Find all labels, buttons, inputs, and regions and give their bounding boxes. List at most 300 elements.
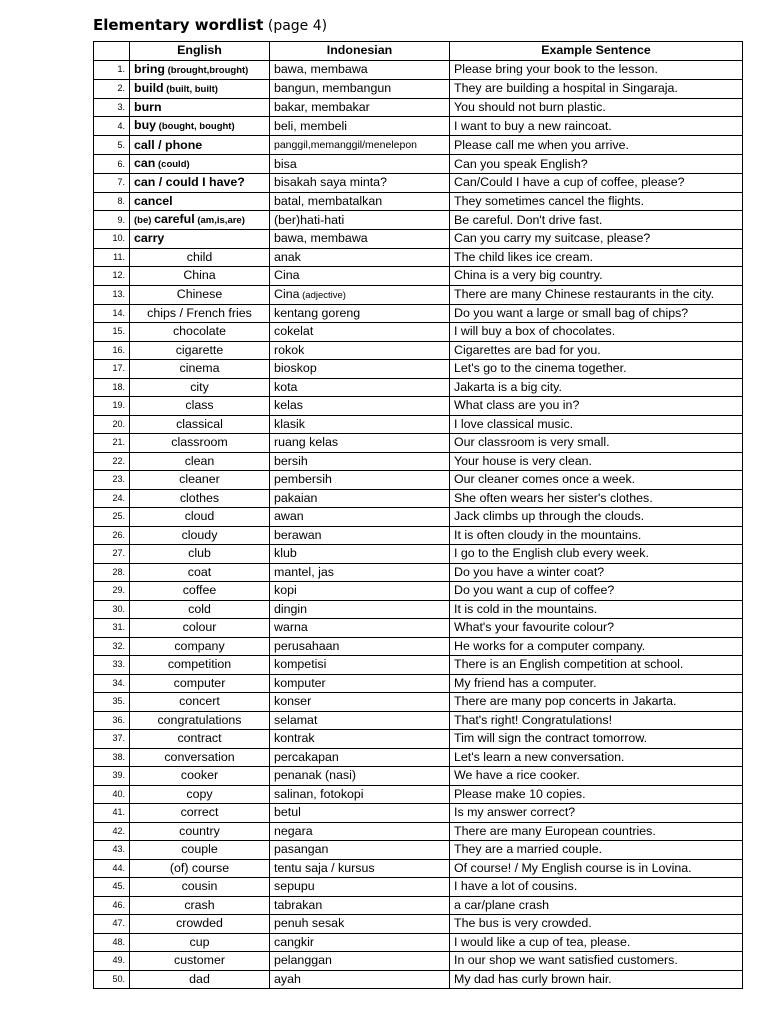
english-cell: [130, 211, 270, 230]
english-word: correct: [180, 805, 219, 820]
indonesian-cell: [270, 600, 450, 619]
indonesian-word: negara: [274, 823, 313, 838]
indonesian-word: pembersih: [274, 472, 332, 487]
example-sentence: Please call me when you arrive.: [450, 136, 743, 155]
table-row: [94, 656, 743, 675]
row-number: 11.: [94, 248, 130, 267]
english-cell: [130, 60, 270, 79]
indonesian-cell: [270, 804, 450, 823]
english-cell: [130, 693, 270, 712]
indonesian-cell: [270, 98, 450, 117]
indonesian-cell: [270, 933, 450, 952]
example-sentence: We have a rice cooker.: [450, 767, 743, 786]
example-sentence: China is a very big country.: [450, 267, 743, 286]
example-sentence: Your house is very clean.: [450, 452, 743, 471]
english-word: build: [134, 80, 164, 95]
row-number: 32.: [94, 637, 130, 656]
indonesian-cell: [270, 767, 450, 786]
table-row: [94, 822, 743, 841]
english-word: competition: [167, 657, 232, 672]
english-cell: [130, 526, 270, 545]
indonesian-word: percakapan: [274, 749, 339, 764]
table-row: [94, 600, 743, 619]
example-sentence: Can you speak English?: [450, 155, 743, 174]
indonesian-word: penuh sesak: [274, 916, 345, 931]
indonesian-word: penanak (nasi): [274, 768, 356, 783]
indonesian-word: kelas: [274, 398, 303, 413]
table-row: [94, 711, 743, 730]
indonesian-word: komputer: [274, 675, 326, 690]
example-sentence: That's right! Congratulations!: [450, 711, 743, 730]
indonesian-cell: [270, 582, 450, 601]
header-example: Example Sentence: [450, 42, 743, 61]
indonesian-word: cokelat: [274, 324, 314, 339]
indonesian-word: mantel, jas: [274, 564, 334, 579]
english-cell: [130, 415, 270, 434]
example-sentence: Let's learn a new conversation.: [450, 748, 743, 767]
english-forms: (bought, bought): [156, 121, 235, 132]
row-number: 2.: [94, 79, 130, 98]
table-row: [94, 933, 743, 952]
row-number: 37.: [94, 730, 130, 749]
row-number: 27.: [94, 545, 130, 564]
example-sentence: Can you carry my suitcase, please?: [450, 230, 743, 249]
row-number: 41.: [94, 804, 130, 823]
table-row: [94, 98, 743, 117]
table-row: [94, 211, 743, 230]
example-sentence: You should not burn plastic.: [450, 98, 743, 117]
english-cell: [130, 637, 270, 656]
english-word: computer: [173, 675, 226, 690]
row-number: 34.: [94, 674, 130, 693]
indonesian-cell: [270, 970, 450, 989]
indonesian-word: cangkir: [274, 934, 314, 949]
row-number: 24.: [94, 489, 130, 508]
english-word: cloud: [184, 509, 215, 524]
row-number: 6.: [94, 155, 130, 174]
indonesian-word: bakar, membakar: [274, 99, 370, 114]
english-word: classical: [176, 416, 223, 431]
english-word: country: [179, 823, 220, 838]
english-cell: [130, 878, 270, 897]
english-word: call / phone: [134, 137, 203, 152]
english-cell: [130, 711, 270, 730]
table-row: [94, 471, 743, 490]
english-cell: [130, 248, 270, 267]
indonesian-word: bisa: [274, 156, 297, 171]
example-sentence: Our cleaner comes once a week.: [450, 471, 743, 490]
indonesian-note: (adjective): [299, 289, 346, 301]
row-number: 17.: [94, 360, 130, 379]
indonesian-cell: [270, 378, 450, 397]
indonesian-word: selamat: [274, 712, 318, 727]
english-word: clothes: [179, 490, 220, 505]
example-sentence: The child likes ice cream.: [450, 248, 743, 267]
indonesian-cell: [270, 136, 450, 155]
indonesian-cell: [270, 471, 450, 490]
row-number: 31.: [94, 619, 130, 638]
english-cell: [130, 397, 270, 416]
table-row: [94, 619, 743, 638]
row-number: 14.: [94, 304, 130, 323]
example-sentence: Do you have a winter coat?: [450, 563, 743, 582]
english-forms: (brought,brought): [164, 64, 249, 76]
english-word: chips / French fries: [147, 305, 252, 320]
english-word: careful: [154, 212, 195, 226]
english-cell: [130, 545, 270, 564]
english-cell: [130, 933, 270, 952]
example-sentence: It is often cloudy in the mountains.: [450, 526, 743, 545]
row-number: 21.: [94, 434, 130, 453]
english-cell: [130, 841, 270, 860]
table-row: [94, 730, 743, 749]
indonesian-cell: [270, 619, 450, 638]
indonesian-word: batal, membatalkan: [274, 193, 383, 208]
example-sentence: Be careful. Don't drive fast.: [450, 211, 743, 230]
example-sentence: What class are you in?: [450, 397, 743, 416]
english-word: copy: [186, 786, 213, 801]
indonesian-word: warna: [274, 620, 308, 635]
indonesian-word: Cina: [274, 268, 300, 283]
row-number: 47.: [94, 915, 130, 934]
english-cell: [130, 748, 270, 767]
english-cell: [130, 785, 270, 804]
english-cell: [130, 79, 270, 98]
table-row: [94, 304, 743, 323]
table-row: [94, 452, 743, 471]
table-row: [94, 859, 743, 878]
indonesian-cell: [270, 285, 450, 304]
indonesian-cell: [270, 674, 450, 693]
indonesian-cell: [270, 304, 450, 323]
row-number: 44.: [94, 859, 130, 878]
indonesian-word: bersih: [274, 453, 308, 468]
english-word: cancel: [134, 193, 173, 208]
indonesian-word: perusahaan: [274, 638, 340, 653]
example-sentence: My friend has a computer.: [450, 674, 743, 693]
indonesian-cell: [270, 248, 450, 267]
english-cell: [130, 730, 270, 749]
row-number: 13.: [94, 285, 130, 304]
english-cell: [130, 304, 270, 323]
english-cell: [130, 192, 270, 211]
english-cell: [130, 896, 270, 915]
table-row: [94, 267, 743, 286]
indonesian-cell: [270, 508, 450, 527]
example-sentence: Tim will sign the contract tomorrow.: [450, 730, 743, 749]
english-word: Chinese: [176, 287, 223, 301]
row-number: 3.: [94, 98, 130, 117]
indonesian-cell: [270, 192, 450, 211]
english-cell: [130, 582, 270, 601]
table-row: [94, 526, 743, 545]
example-sentence: Please bring your book to the lesson.: [450, 60, 743, 79]
row-number: 7.: [94, 174, 130, 193]
english-word: child: [186, 249, 213, 264]
english-cell: [130, 471, 270, 490]
indonesian-word: ayah: [274, 971, 301, 986]
table-row: [94, 285, 743, 304]
table-row: [94, 174, 743, 193]
row-number: 43.: [94, 841, 130, 860]
english-cell: [130, 970, 270, 989]
example-sentence: Jack climbs up through the clouds.: [450, 508, 743, 527]
indonesian-cell: [270, 117, 450, 136]
indonesian-word: salinan, fotokopi: [274, 786, 364, 801]
example-sentence: He works for a computer company.: [450, 637, 743, 656]
english-cell: [130, 804, 270, 823]
row-number: 22.: [94, 452, 130, 471]
indonesian-cell: [270, 878, 450, 897]
row-number: 26.: [94, 526, 130, 545]
english-cell: [130, 230, 270, 249]
english-word: cigarette: [175, 342, 224, 357]
example-sentence: Of course! / My English course is in Lovina.: [450, 859, 743, 878]
table-row: [94, 970, 743, 989]
table-row: [94, 508, 743, 527]
example-sentence: There is an English competition at school.: [450, 656, 743, 675]
row-number: 29.: [94, 582, 130, 601]
example-sentence: They are building a hospital in Singaraja.: [450, 79, 743, 98]
english-cell: [130, 563, 270, 582]
row-number: 50.: [94, 970, 130, 989]
indonesian-cell: [270, 859, 450, 878]
table-row: [94, 637, 743, 656]
header-english: English: [130, 42, 270, 61]
indonesian-word: awan: [274, 509, 304, 524]
row-number: 38.: [94, 748, 130, 767]
example-sentence: The bus is very crowded.: [450, 915, 743, 934]
row-number: 45.: [94, 878, 130, 897]
english-cell: [130, 656, 270, 675]
table-row: [94, 952, 743, 971]
table-row: [94, 563, 743, 582]
indonesian-word: pelanggan: [274, 953, 332, 968]
example-sentence: It is cold in the mountains.: [450, 600, 743, 619]
table-row: [94, 230, 743, 249]
english-word: dad: [189, 971, 210, 986]
example-sentence: I love classical music.: [450, 415, 743, 434]
indonesian-word: anak: [274, 249, 301, 264]
row-number: 15.: [94, 323, 130, 342]
indonesian-cell: [270, 656, 450, 675]
example-sentence: Is my answer correct?: [450, 804, 743, 823]
english-word: buy: [134, 118, 157, 132]
indonesian-word: kontrak: [274, 731, 315, 746]
english-cell: [130, 267, 270, 286]
table-row: [94, 841, 743, 860]
example-sentence: There are many Chinese restaurants in the city.: [450, 285, 743, 304]
english-forms: (could): [155, 159, 190, 170]
english-word: can / could I have?: [134, 175, 245, 190]
english-word: bring: [134, 61, 165, 76]
indonesian-cell: [270, 896, 450, 915]
table-row: [94, 693, 743, 712]
table-body: [94, 60, 743, 989]
english-word: company: [174, 638, 225, 653]
indonesian-word: bawa, membawa: [274, 231, 368, 246]
indonesian-word: kopi: [274, 583, 297, 598]
row-number: 8.: [94, 192, 130, 211]
table-row: [94, 155, 743, 174]
example-sentence: Jakarta is a big city.: [450, 378, 743, 397]
indonesian-word: pasangan: [274, 842, 329, 857]
indonesian-cell: [270, 730, 450, 749]
indonesian-cell: [270, 915, 450, 934]
english-cell: [130, 952, 270, 971]
indonesian-word: betul: [274, 805, 301, 820]
table-row: [94, 767, 743, 786]
example-sentence: In our shop we want satisfied customers.: [450, 952, 743, 971]
indonesian-cell: [270, 952, 450, 971]
english-word: cinema: [179, 361, 220, 376]
table-row: [94, 674, 743, 693]
example-sentence: I will buy a box of chocolates.: [450, 323, 743, 342]
indonesian-word: bawa, membawa: [274, 62, 368, 76]
page-title-subtitle: (page 4): [263, 18, 328, 34]
indonesian-cell: [270, 323, 450, 342]
indonesian-word: konser: [274, 694, 312, 709]
english-cell: [130, 600, 270, 619]
header-row: [94, 42, 743, 61]
english-word: club: [188, 546, 211, 561]
indonesian-word: bisakah saya minta?: [274, 175, 387, 190]
indonesian-word: Cina: [274, 286, 300, 301]
indonesian-cell: [270, 526, 450, 545]
english-word: contract: [177, 731, 222, 746]
english-word: (of) course: [169, 860, 230, 875]
table-row: [94, 397, 743, 416]
indonesian-cell: [270, 230, 450, 249]
row-number: 19.: [94, 397, 130, 416]
english-word: crash: [184, 897, 215, 912]
indonesian-cell: [270, 822, 450, 841]
indonesian-cell: [270, 397, 450, 416]
row-number: 16.: [94, 341, 130, 360]
row-number: 10.: [94, 230, 130, 249]
row-number: 5.: [94, 136, 130, 155]
indonesian-word: berawan: [274, 527, 322, 542]
example-sentence: Our classroom is very small.: [450, 434, 743, 453]
english-cell: [130, 452, 270, 471]
english-cell: [130, 434, 270, 453]
row-number: 20.: [94, 415, 130, 434]
row-number: 39.: [94, 767, 130, 786]
indonesian-cell: [270, 452, 450, 471]
english-cell: [130, 378, 270, 397]
english-cell: [130, 98, 270, 117]
english-word: crowded: [176, 916, 223, 931]
english-cell: [130, 508, 270, 527]
table-row: [94, 60, 743, 79]
english-cell: [130, 674, 270, 693]
english-forms: (built, built): [163, 83, 218, 95]
example-sentence: Do you want a large or small bag of chips?: [450, 304, 743, 323]
indonesian-cell: [270, 693, 450, 712]
indonesian-cell: [270, 341, 450, 360]
english-word: conversation: [164, 749, 235, 764]
table-row: [94, 785, 743, 804]
example-sentence: They are a married couple.: [450, 841, 743, 860]
example-sentence: She often wears her sister's clothes.: [450, 489, 743, 508]
table-row: [94, 136, 743, 155]
english-cell: [130, 136, 270, 155]
example-sentence: Let's go to the cinema together.: [450, 360, 743, 379]
row-number: 23.: [94, 471, 130, 490]
table-row: [94, 434, 743, 453]
table-row: [94, 192, 743, 211]
english-word: cleaner: [179, 472, 220, 487]
indonesian-note: panggil,memanggil/menelepon: [274, 139, 418, 151]
page-title-main: Elementary wordlist: [93, 16, 264, 34]
indonesian-cell: [270, 267, 450, 286]
row-number: 36.: [94, 711, 130, 730]
row-number: 33.: [94, 656, 130, 675]
indonesian-word: (ber)hati-hati: [274, 212, 345, 227]
row-number: 9.: [94, 211, 130, 230]
english-word: congratulations: [157, 712, 242, 727]
english-word: burn: [134, 99, 162, 114]
row-number: 28.: [94, 563, 130, 582]
english-cell: [130, 285, 270, 304]
english-word: cooker: [180, 768, 219, 783]
english-cell: [130, 155, 270, 174]
indonesian-word: kota: [274, 379, 298, 394]
row-number: 42.: [94, 822, 130, 841]
row-number: 4.: [94, 117, 130, 136]
indonesian-word: bioskop: [274, 361, 317, 376]
english-word: coat: [187, 564, 212, 579]
english-cell: [130, 341, 270, 360]
indonesian-cell: [270, 174, 450, 193]
english-cell: [130, 117, 270, 136]
english-word: colour: [182, 620, 217, 635]
example-sentence: What's your favourite colour?: [450, 619, 743, 638]
table-row: [94, 415, 743, 434]
indonesian-cell: [270, 785, 450, 804]
english-prefix: (be): [134, 215, 155, 226]
indonesian-word: pakaian: [274, 490, 318, 505]
indonesian-word: klub: [274, 546, 297, 561]
wordlist-table: [93, 41, 743, 989]
row-number: 30.: [94, 600, 130, 619]
header-indonesian: Indonesian: [270, 42, 450, 61]
english-word: couple: [181, 842, 218, 857]
english-word: cold: [188, 601, 211, 616]
example-sentence: My dad has curly brown hair.: [450, 970, 743, 989]
example-sentence: Please make 10 copies.: [450, 785, 743, 804]
example-sentence: There are many pop concerts in Jakarta.: [450, 693, 743, 712]
english-word: coffee: [182, 583, 217, 598]
row-number: 49.: [94, 952, 130, 971]
table-row: [94, 117, 743, 136]
table-row: [94, 378, 743, 397]
english-word: class: [185, 398, 214, 413]
english-word: can: [134, 156, 156, 170]
row-number: 12.: [94, 267, 130, 286]
english-word: cousin: [181, 879, 218, 894]
example-sentence: a car/plane crash: [450, 896, 743, 915]
indonesian-word: sepupu: [274, 879, 315, 894]
table-row: [94, 748, 743, 767]
row-number: 40.: [94, 785, 130, 804]
english-cell: [130, 360, 270, 379]
table-row: [94, 248, 743, 267]
row-number: 25.: [94, 508, 130, 527]
indonesian-word: tabrakan: [274, 897, 323, 912]
english-cell: [130, 489, 270, 508]
indonesian-cell: [270, 360, 450, 379]
